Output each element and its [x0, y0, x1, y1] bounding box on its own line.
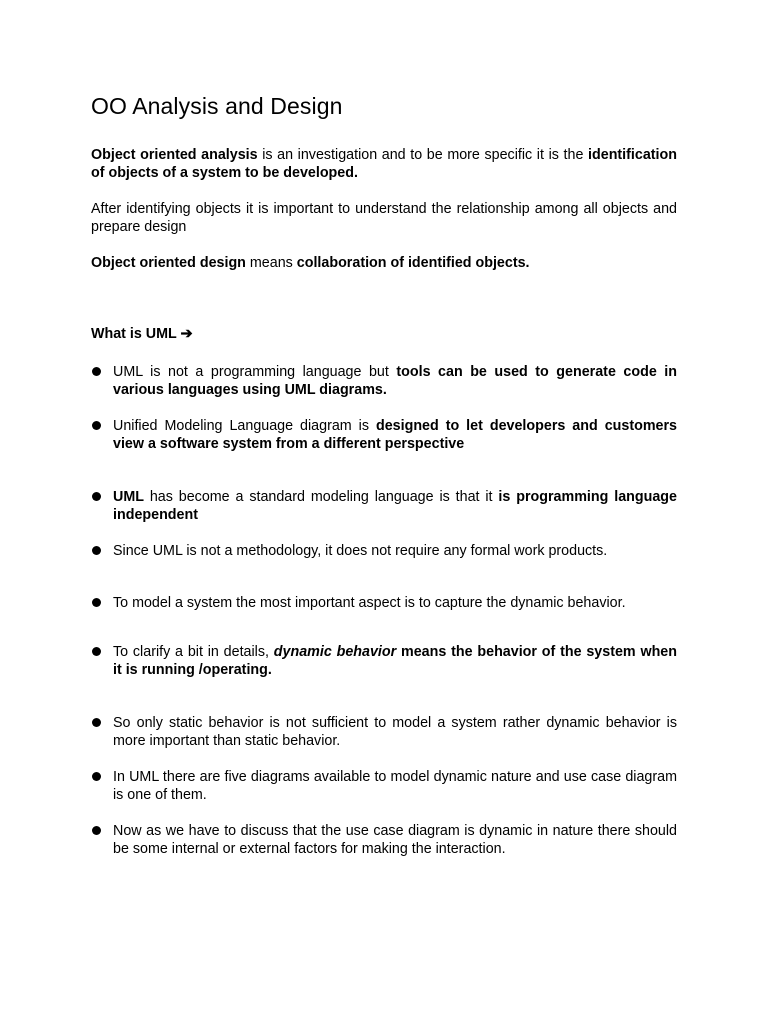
term-uml: UML [113, 489, 144, 505]
intro-paragraph-analysis [91, 146, 677, 182]
emphasis-span: collaboration of identified objects. [296, 255, 530, 271]
uml-heading [91, 325, 677, 343]
text-span: UML is not a programming language but [113, 364, 397, 380]
bullet-icon [92, 718, 101, 727]
intro-paragraph-design [91, 254, 677, 272]
emphasis-italic-span: dynamic behavior [273, 644, 397, 660]
bullet-icon [92, 647, 101, 656]
list-item-text: Now as we have to discuss that the use case diagram is dynamic in nature there should be some internal or external factors for making the interaction. [113, 823, 677, 857]
term-ooa: Object oriented analysis [91, 147, 258, 163]
list-item-text: Since UML is not a methodology, it does not require any formal work products. [113, 543, 608, 559]
emphasis-span: tools can be used to generate code in various languages using UML diagrams. [113, 364, 678, 398]
text-span: means [245, 255, 297, 271]
bullet-icon [92, 367, 101, 376]
emphasis-span: is programming language independent [113, 489, 677, 523]
bullet-icon [92, 546, 101, 555]
emphasis-span: designed to let developers and customers view a software system from a different perspective [113, 418, 678, 452]
bullet-icon [92, 826, 101, 835]
paragraph-text: After identifying objects it is important to understand the relationship among all objects and prepare design [91, 201, 677, 235]
page-title: OO Analysis and Design [91, 93, 343, 119]
list-item-text: In UML there are five diagrams available to model dynamic nature and use case diagram is one of them. [113, 769, 677, 803]
term-ood: Object oriented design [91, 255, 246, 271]
text-span: is an investigation and to be more specific it is the [257, 147, 589, 163]
uml-heading-text: What is UML [91, 326, 177, 342]
bullet-icon [92, 492, 101, 501]
text-span: has become a standard modeling language is that it [143, 489, 499, 505]
emphasis-span: means the behavior of the system when it is running /operating. [113, 644, 677, 678]
list-item-text: To model a system the most important aspect is to capture the dynamic behavior. [113, 595, 626, 611]
bullet-icon [92, 421, 101, 430]
right-arrow-icon: ➔ [180, 326, 193, 342]
list-item-text: So only static behavior is not sufficient to model a system rather dynamic behavior is more important than static behavior. [113, 715, 677, 749]
bullet-icon [92, 598, 101, 607]
emphasis-span: identification of objects of a system to be developed. [91, 147, 677, 181]
text-span: Unified Modeling Language diagram is [113, 418, 376, 434]
intro-paragraph-relationship [91, 200, 677, 236]
text-span: To clarify a bit in details, [113, 644, 274, 660]
bullet-icon [92, 772, 101, 781]
